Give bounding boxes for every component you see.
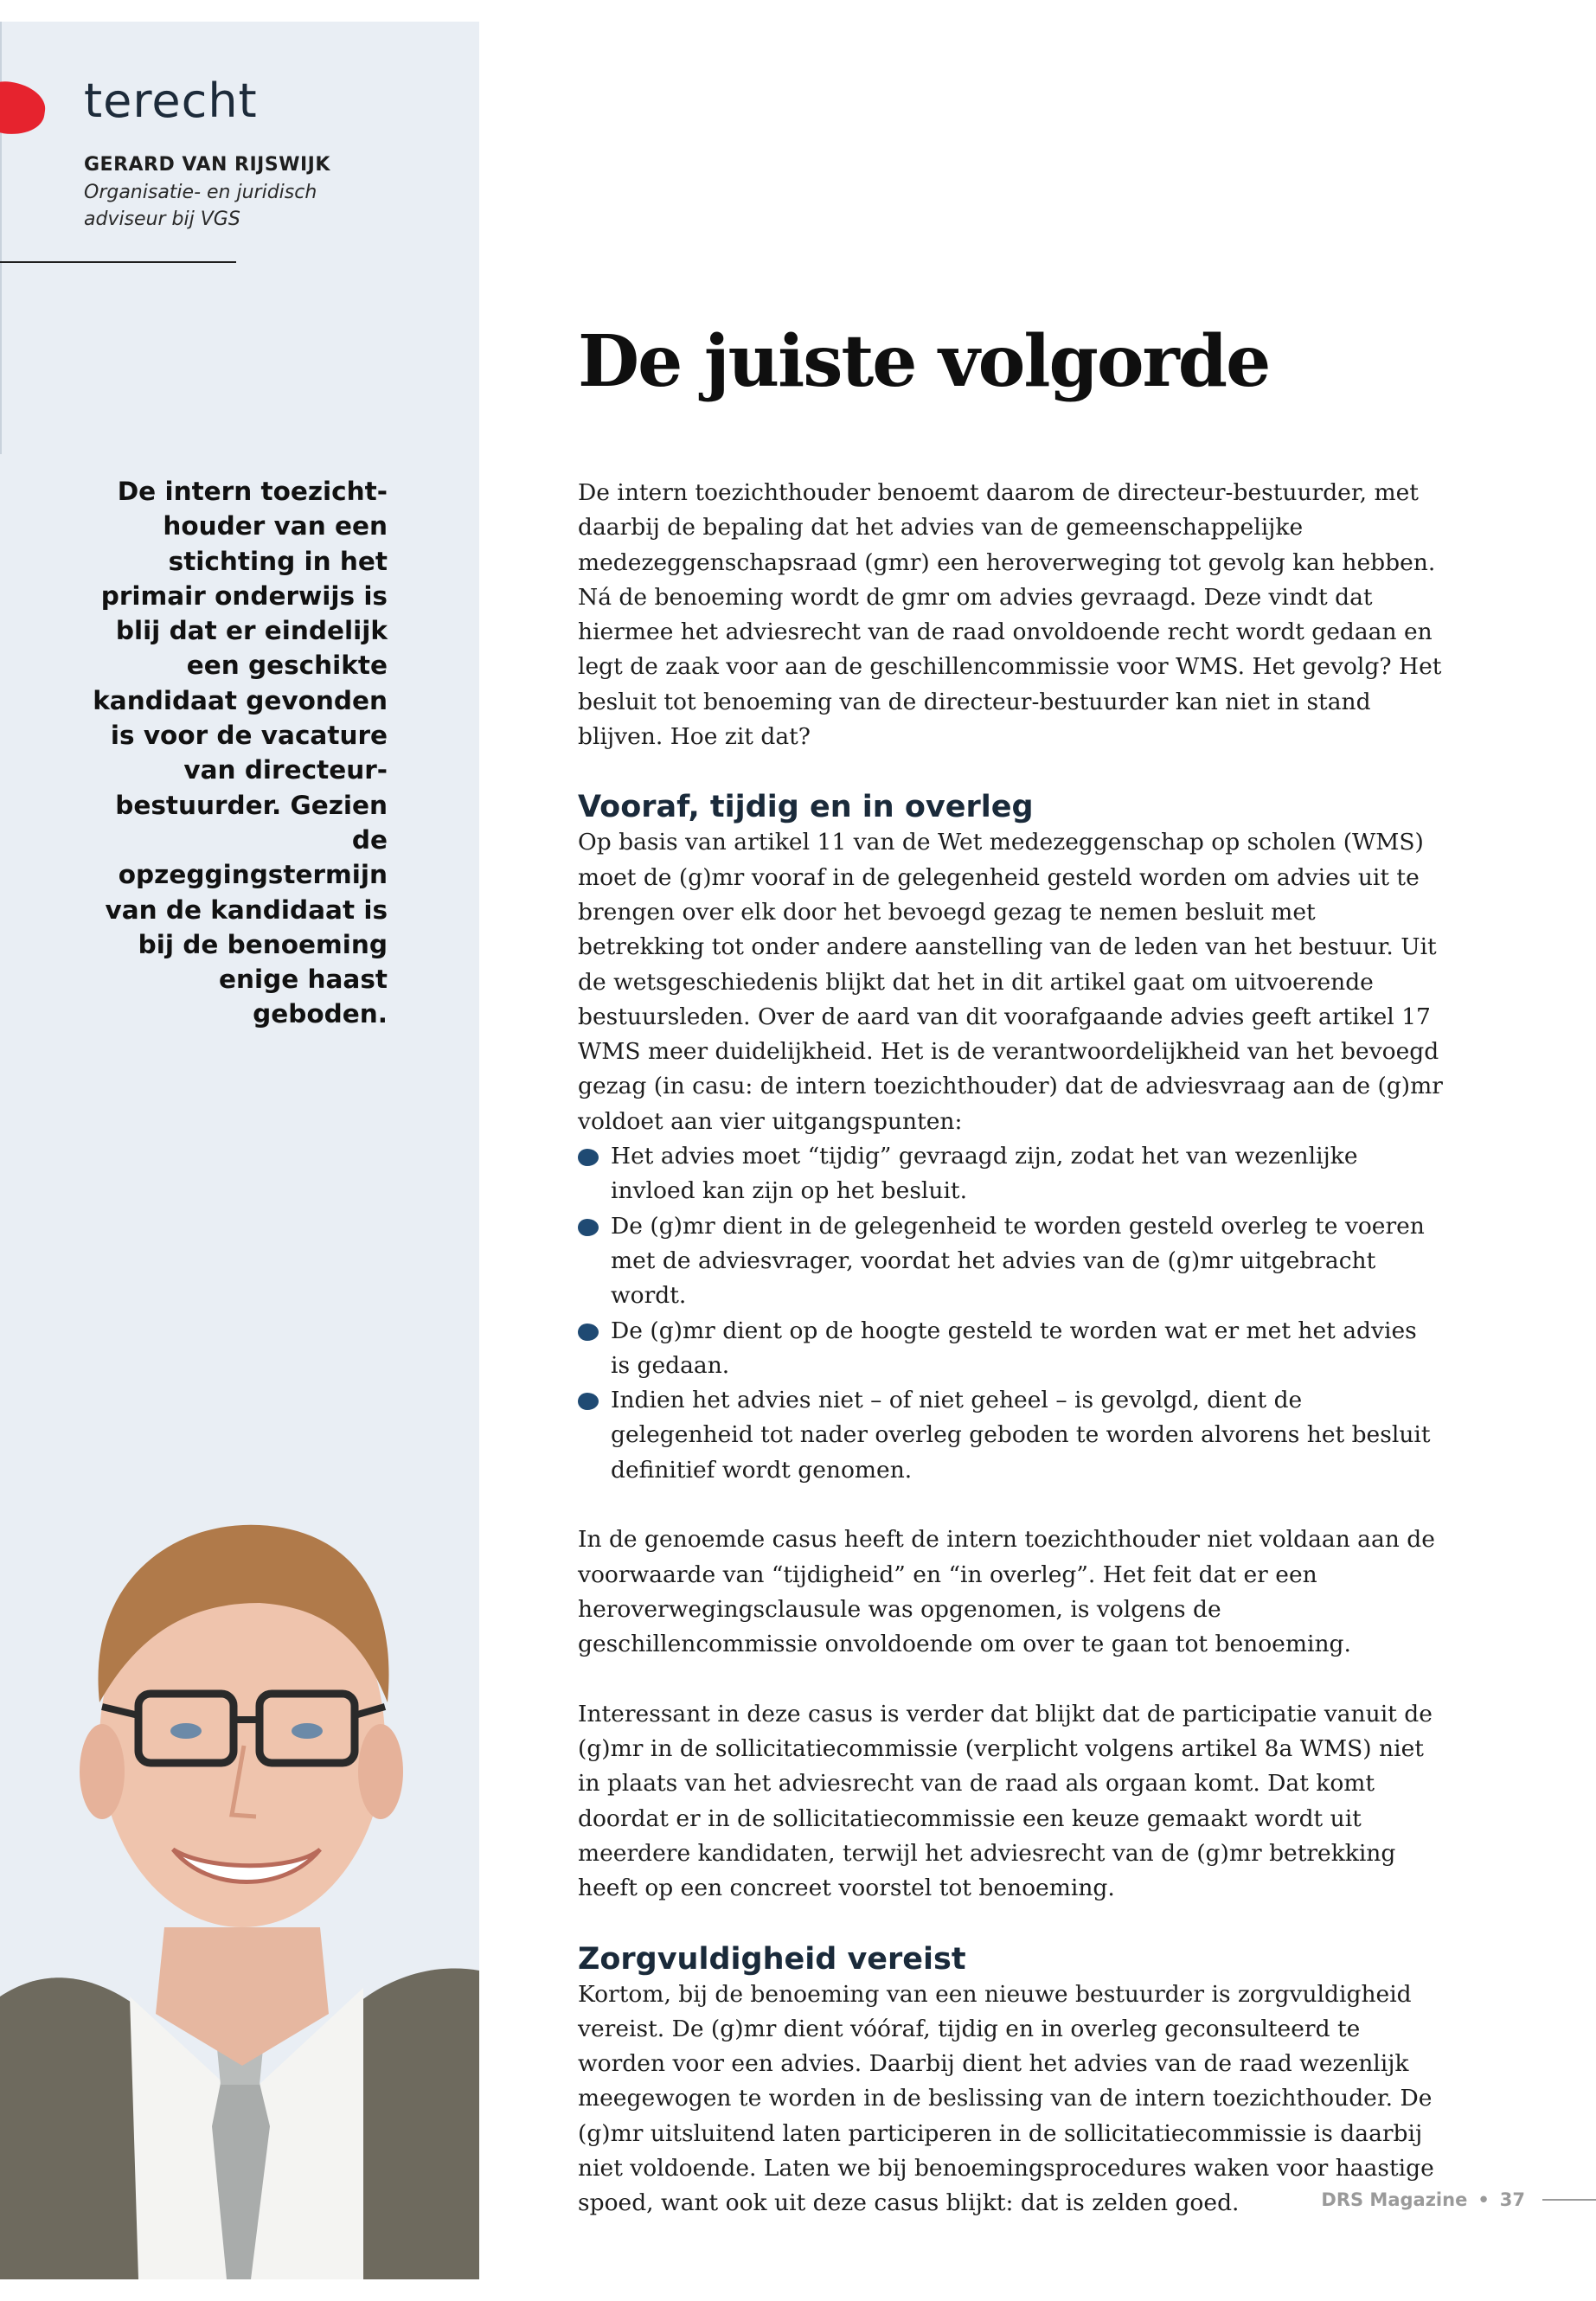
section-paragraph: Interessant in deze casus is verder dat blijkt dat de participatie vanuit de (g)mr in de sollicitatiecommissie (verplicht volgens artikel 8a WMS) niet in plaats van het adviesrecht van de raad als orgaan komt. Dat komt doordat er in de sollicitatiecommissie een keuze gemaakt wordt uit meerdere kandidaten, terwijl het adviesrecht van de (g)mr betrekking heeft op een concreet voorstel tot benoeming. (578, 1700, 1433, 1902)
bullet-icon (578, 1219, 599, 1236)
bullet-icon (578, 1393, 599, 1410)
list-item: De (g)mr dient in de gelegenheid te worden gesteld overleg te voeren met de adviesvrager, voordat het advies van de (g)mr uitgebracht wordt. (578, 1209, 1443, 1314)
section-label: terecht (84, 74, 258, 128)
section-paragraph: Kortom, bij de benoeming van een nieuwe bestuurder is zorgvuldigheid vereist. De (g)mr dient vóóraf, tijdig en in overleg geconsulteerd te worden voor een advies. Daarbij dient het advies van de raad wezenlijk meegewogen te worden in de beslissing van de intern toezichthouder. De (g)mr uitsluitend laten participeren in de sollicitatiecommissie is daarbij niet voldoende. Laten we bij benoemingsprocedures waken voor haastige spoed, want ook uit deze casus blijkt: dat is zelden goed. (578, 1980, 1434, 2217)
author-role: Organisatie- en juridisch adviseur bij VGS (84, 182, 317, 230)
bullet-icon (578, 1324, 599, 1341)
list-item: Het advies moet “tijdig” gevraagd zijn, zodat het van wezenlijke invloed kan zijn op het besluit. (578, 1139, 1443, 1209)
footer-rule (1542, 2199, 1596, 2201)
author-divider (0, 261, 236, 263)
magazine-name: DRS Magazine (1321, 2189, 1468, 2210)
bullet-icon (578, 1149, 599, 1166)
article-intro: De intern toezichthouder benoemt daarom de directeur-bestuurder, met daarbij de bepaling dat het advies van de gemeenschappelijke medezeggenschapsraad (gmr) een heroverweging tot gevolg kan hebben. Ná de benoeming wordt de gmr om advies gevraagd. Deze vindt dat hiermee het adviesrecht van de raad onvoldoende recht wordt gedaan en legt de zaak voor aan de geschillencommissie voor WMS. Het gevolg? Het besluit tot benoeming van de directeur-bestuurder kan niet in stand blijven. Hoe zit dat? (578, 479, 1442, 751)
footer-separator: • (1477, 2189, 1490, 2210)
bullet-list (578, 1139, 1443, 1488)
list-item: De (g)mr dient op de hoogte gesteld te worden wat er met het advies is gedaan. (578, 1314, 1443, 1384)
article-body (578, 476, 1443, 2221)
section-paragraph: In de genoemde casus heeft de intern toezichthouder niet voldaan aan de voorwaarde van “tijdigheid” en “in overleg”. Het feit dat er een heroverwegingsclausule was opgenomen, is volgens de geschillencommissie onvoldoende om over te gaan tot benoeming. (578, 1526, 1435, 1658)
list-item: Indien het advies niet – of niet geheel – is gevolgd, dient de gelegenheid tot nader overleg geboden te worden alvorens het besluit definitief wordt genomen. (578, 1383, 1443, 1488)
author-name: GERARD VAN RIJSWIJK (84, 154, 330, 176)
section-heading-vooraf: Vooraf, tijdig en in overleg (578, 790, 1034, 825)
section-paragraph: Op basis van artikel 11 van de Wet medezeggenschap op scholen (WMS) moet de (g)mr vooraf in de gelegenheid gesteld worden om advies uit te brengen over elk door het bevoegd gezag te nemen besluit met betrekking tot onder andere aanstelling van de leden van het bestuur. Uit de wetsgeschiedenis blijkt dat het in dit artikel gaat om uitvoerende bestuursleden. Over de aard van dit voorafgaande advies geeft artikel 17 WMS meer duidelijkheid. Het is de verantwoordelijkheid van het bevoegd gezag (in casu: de intern toezichthouder) dat de adviesvraag aan de (g)mr voldoet aan vier uitgangspunten: (578, 829, 1443, 1135)
section-heading-zorgvuldigheid: Zorgvuldigheid vereist (578, 1941, 966, 1977)
author-portrait (0, 1443, 479, 2279)
article-title: De juiste volgorde (578, 320, 1270, 403)
page-footer (1321, 2189, 1596, 2210)
spacer (578, 1488, 1443, 1522)
pull-quote: De intern toezicht-houder van een stichting in het primair onderwijs is blij dat er eindelijk een geschikte kandidaat gevonden is voor de vacature van directeur-bestuurder. Gezien de opzeggingstermijn van de kandidaat is bij de benoeming enige haast geboden. (93, 477, 388, 1029)
page-number: 37 (1499, 2189, 1525, 2210)
